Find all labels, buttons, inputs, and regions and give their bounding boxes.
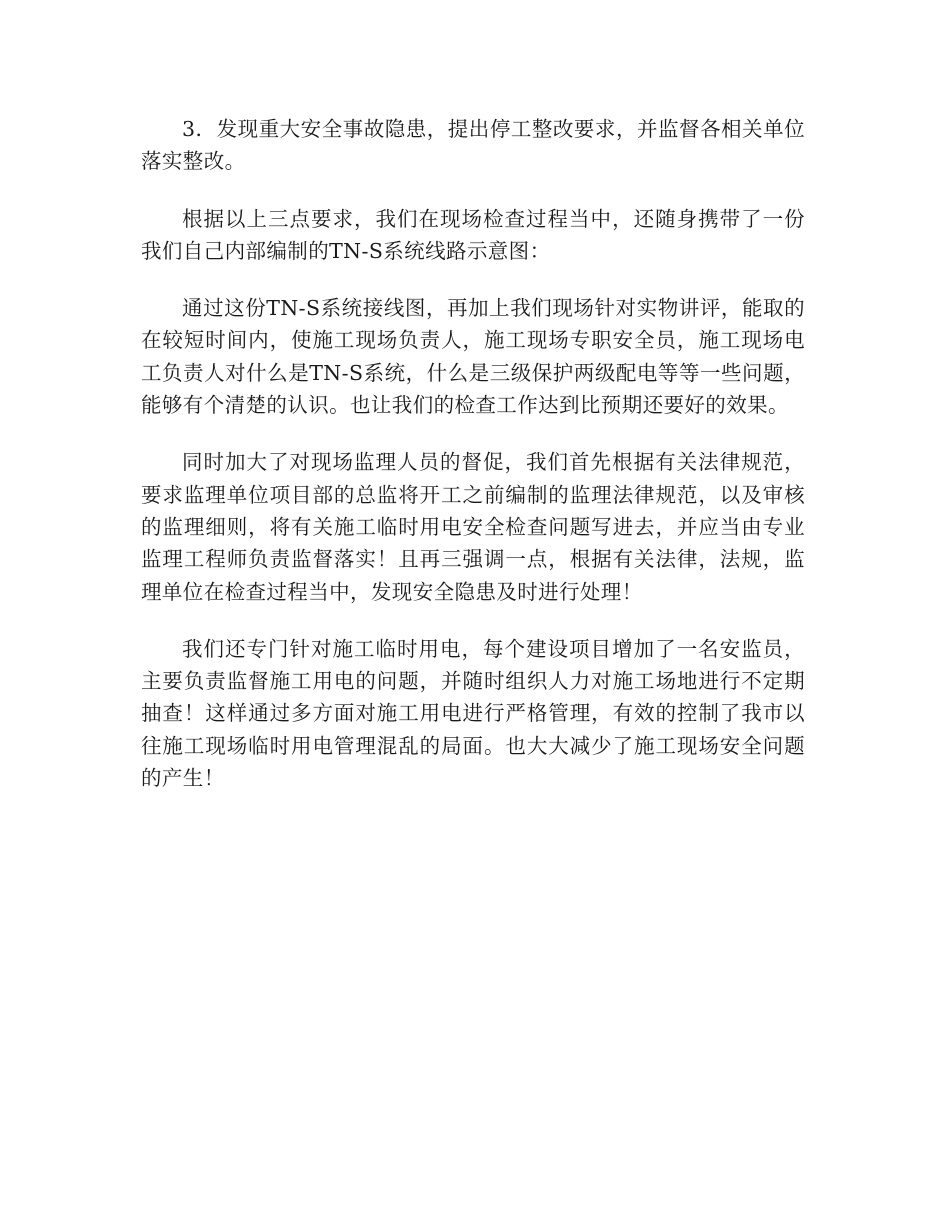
paragraph-safety-inspector: 我们还专门针对施工临时用电，每个建设项目增加了一名安监员，主要负责监督施工用电的问题，并随时组织人力对施工场地进行不定期抽查！这样通过多方面对施工用电进行严格管理，有效的控制了我市以往施工现场临时用电管理混乱的局面。也大大减少了施工现场安全问题的产生！ xyxy=(141,636,805,791)
document-body xyxy=(141,113,805,819)
paragraph-tn-s-diagram: 通过这份TN-S系统接线图，再加上我们现场针对实物讲评，能取的在较短时间内，使施工现场负责人，施工现场专职安全员，施工现场电工负责人对什么是TN-S系统，什么是三级保护两级配电等等一些问题，能够有个清楚的认识。也让我们的检查工作达到比预期还要好的效果。 xyxy=(141,296,805,418)
paragraph-requirements-summary: 根据以上三点要求，我们在现场检查过程当中，还随身携带了一份我们自己内部编制的TN-S系统线路示意图： xyxy=(141,206,805,263)
paragraph-supervision: 同时加大了对现场监理人员的督促，我们首先根据有关法律规范，要求监理单位项目部的总监将开工之前编制的监理法律规范，以及审核的监理细则，将有关施工临时用电安全检查问题写进去，并应当由专业监理工程师负责监督落实！且再三强调一点，根据有关法律，法规，监理单位在检查过程当中，发现安全隐患及时进行处理！ xyxy=(141,450,805,604)
paragraph-item-3: 3．发现重大安全事故隐患，提出停工整改要求，并监督各相关单位落实整改。 xyxy=(141,117,805,174)
